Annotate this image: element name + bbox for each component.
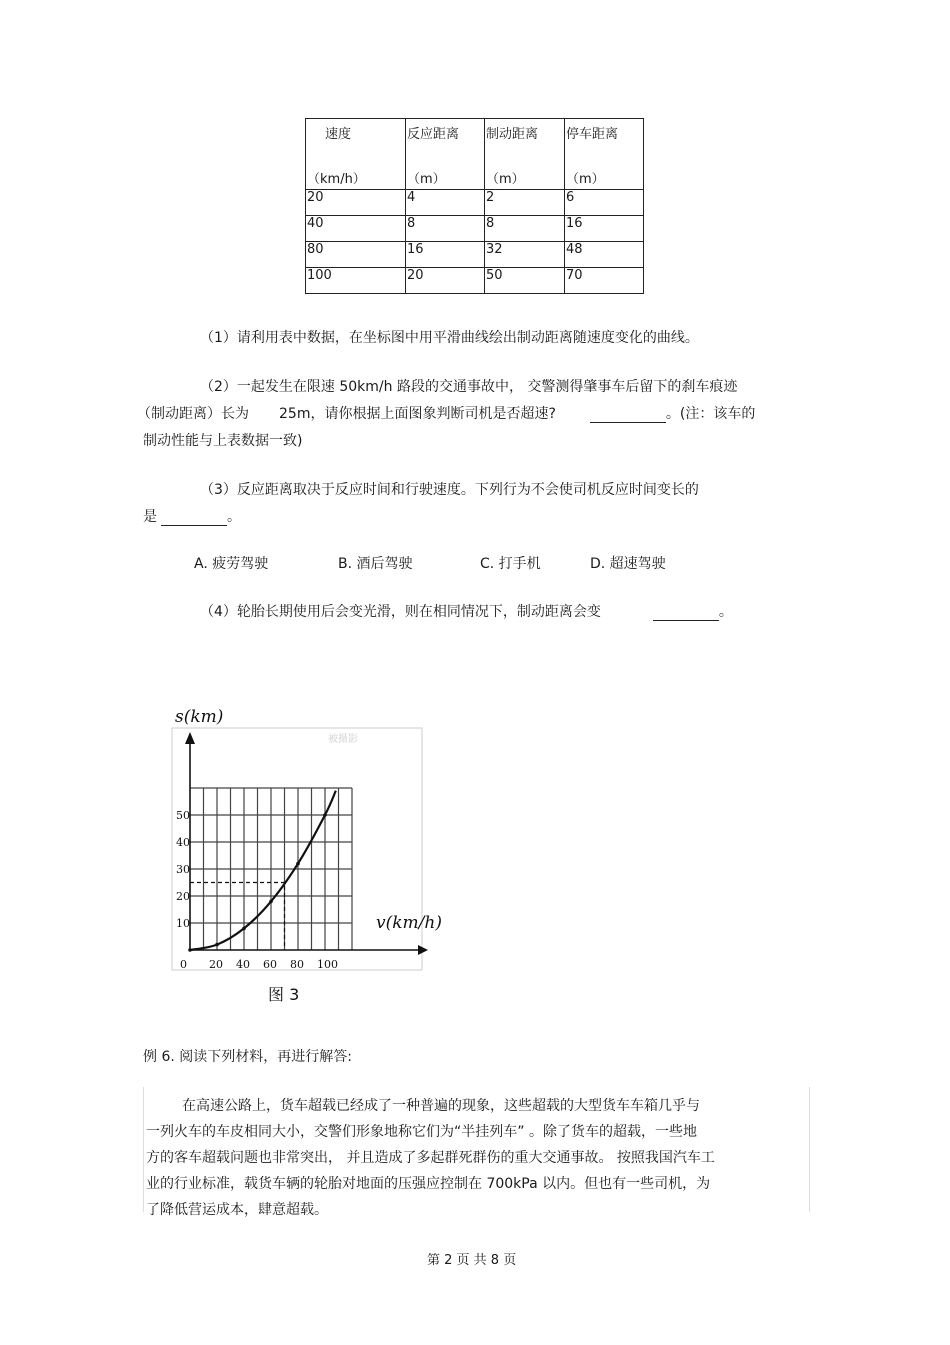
table-row bbox=[306, 216, 644, 242]
header-speed: 速度 （km/h） bbox=[306, 119, 406, 190]
answer-blank-q3[interactable] bbox=[161, 511, 227, 526]
question-2-text-b: 25m，请你根据上面图象判断司机是否超速? bbox=[279, 406, 556, 422]
y-tick-label: 40 bbox=[176, 836, 190, 849]
answer-blank-q2[interactable] bbox=[590, 408, 666, 423]
question-2-line2 bbox=[137, 403, 755, 423]
y-tick-label: 20 bbox=[176, 890, 190, 903]
table-cell: 48 bbox=[565, 242, 644, 268]
answer-blank-q4[interactable] bbox=[653, 606, 719, 621]
option-d: D. 超速驾驶 bbox=[590, 556, 666, 572]
table-cell: 40 bbox=[306, 216, 406, 242]
option-c: C. 打手机 bbox=[480, 556, 541, 572]
table-cell: 50 bbox=[485, 268, 565, 294]
chart-frame bbox=[172, 728, 422, 970]
data-point bbox=[215, 943, 219, 947]
table-cell: 2 bbox=[485, 190, 565, 216]
table-cell: 16 bbox=[565, 216, 644, 242]
x-tick-label: 40 bbox=[236, 958, 250, 971]
page-footer: 第 2 页 共 8 页 bbox=[427, 1253, 517, 1268]
header-reaction: 反应距离 （m） bbox=[406, 119, 485, 190]
data-point bbox=[323, 813, 327, 817]
header-braking: 制动距离 （m） bbox=[485, 119, 565, 190]
question-1: （1）请利用表中数据，在坐标图中用平滑曲线绘出制动距离随速度变化的曲线。 bbox=[200, 330, 699, 346]
question-2-line1: （2）一起发生在限速 50km/h 路段的交通事故中， 交警测得肇事车后留下的刹车痕迹 bbox=[200, 379, 738, 395]
faded-bg-text: 被摄影 bbox=[328, 734, 358, 745]
table-cell: 100 bbox=[306, 268, 406, 294]
table-cell: 4 bbox=[406, 190, 485, 216]
x-tick-labels bbox=[180, 958, 338, 971]
x-tick-label: 0 bbox=[180, 958, 187, 971]
table-cell: 16 bbox=[406, 242, 485, 268]
table-row bbox=[306, 242, 644, 268]
example-heading: 例 6. 阅读下列材料，再进行解答: bbox=[143, 1049, 352, 1065]
passage-line-2: 一列火车的车皮相同大小，交警们形象地称它们为“半挂列车” 。除了货车的超载，一些地 bbox=[146, 1124, 697, 1140]
figure-caption: 图 3 bbox=[268, 985, 300, 1004]
table-row bbox=[306, 268, 644, 294]
question-3-line1: （3）反应距离取决于反应时间和行驶速度。下列行为不会使司机反应时间变长的 bbox=[200, 482, 699, 498]
dashed-guide-line bbox=[190, 883, 285, 951]
table-row bbox=[306, 190, 644, 216]
data-point bbox=[188, 948, 192, 952]
x-tick-label: 80 bbox=[290, 958, 304, 971]
y-tick-label: 10 bbox=[176, 917, 190, 930]
passage-line-1: 在高速公路上，货车超载已经成了一种普遍的现象，这些超载的大型货车车箱几乎与 bbox=[182, 1098, 700, 1114]
y-tick-label: 50 bbox=[176, 809, 190, 822]
y-axis-arrow bbox=[185, 732, 195, 744]
table-header-row bbox=[306, 119, 644, 190]
question-3-line2 bbox=[143, 506, 241, 526]
x-tick-label: 20 bbox=[209, 958, 223, 971]
question-2-line3: 制动性能与上表数据一致) bbox=[143, 433, 303, 449]
table-cell: 8 bbox=[406, 216, 485, 242]
table-cell: 20 bbox=[406, 268, 485, 294]
question-4-text-b: 。 bbox=[718, 604, 733, 620]
question-4-text-a: （4）轮胎长期使用后会变光滑，则在相同情况下，制动距离会变 bbox=[200, 604, 601, 620]
table-cell: 8 bbox=[485, 216, 565, 242]
table-cell: 80 bbox=[306, 242, 406, 268]
question-2-text-c: 。(注：该车的 bbox=[665, 406, 756, 422]
table-cell: 32 bbox=[485, 242, 565, 268]
x-tick-label: 60 bbox=[263, 958, 277, 971]
y-axis-label: s(km) bbox=[175, 707, 224, 727]
x-tick-label: 100 bbox=[317, 958, 338, 971]
question-3-text-a: 是 bbox=[143, 509, 157, 525]
option-a: A. 疲劳驾驶 bbox=[194, 556, 269, 572]
x-axis-label: v(km/h) bbox=[376, 913, 442, 933]
question-4 bbox=[200, 601, 733, 621]
table-cell: 20 bbox=[306, 190, 406, 216]
chart-grid bbox=[190, 788, 352, 950]
data-table bbox=[305, 118, 644, 294]
table-cell: 70 bbox=[565, 268, 644, 294]
table-cell: 6 bbox=[565, 190, 644, 216]
passage-line-3: 方的客车超载问题也非常突出， 并且造成了多起群死群伤的重大交通事故。 按照我国汽车工 bbox=[146, 1150, 715, 1166]
data-point bbox=[296, 862, 300, 866]
data-point bbox=[269, 900, 273, 904]
header-stopping: 停车距离 （m） bbox=[565, 119, 644, 190]
reading-passage bbox=[143, 1087, 810, 1218]
y-tick-labels bbox=[176, 809, 190, 930]
data-point bbox=[242, 927, 246, 931]
question-2-text-a: （制动距离）长为 bbox=[137, 406, 249, 422]
question-3-text-b: 。 bbox=[227, 509, 241, 525]
braking-distance-chart bbox=[170, 700, 442, 1005]
x-axis-arrow bbox=[418, 945, 428, 955]
y-tick-label: 30 bbox=[176, 863, 190, 876]
passage-line-4: 业的行业标准，载货车辆的轮胎对地面的压强应控制在 700kPa 以内。但也有一些司机，为 bbox=[146, 1176, 711, 1192]
passage-line-5: 了降低营运成本，肆意超载。 bbox=[146, 1202, 328, 1218]
option-b: B. 酒后驾驶 bbox=[338, 556, 413, 572]
